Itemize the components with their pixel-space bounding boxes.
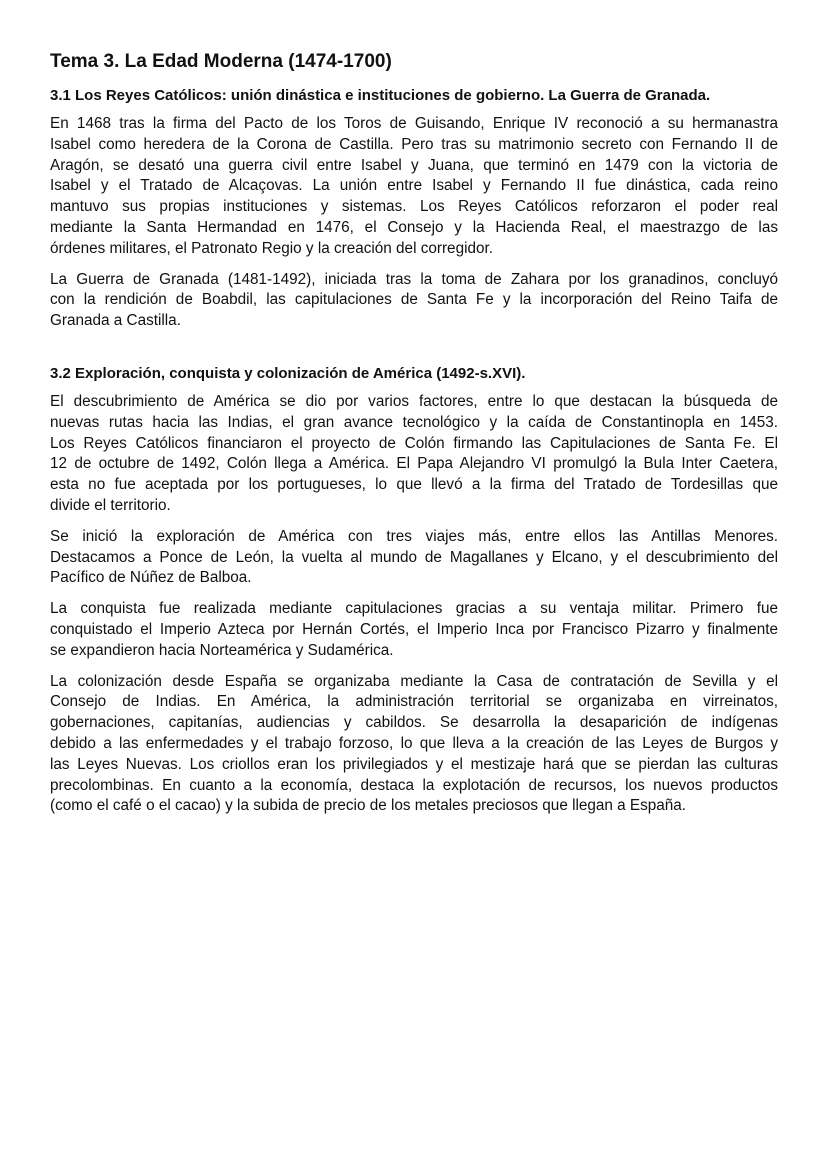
text-line: las Leyes Nuevas. Los criollos eran los privilegiados y el mestizaje hará que se pierdan las culturas — [50, 755, 778, 773]
text-line: La colonización desde España se organizaba mediante la Casa de contratación de Sevilla y el — [50, 672, 778, 690]
text-line: divide el territorio. — [50, 496, 171, 514]
paragraph — [50, 114, 778, 260]
text-line: Consejo de Indias. En América, la administración territorial se organizaba en virreinatos, — [50, 693, 778, 711]
text-line: mediante la Santa Hermandad en 1476, el Consejo y la Hacienda Real, el maestrazgo de las — [50, 218, 778, 236]
text-line: Isabel como heredera de la Corona de Castilla. Pero tras su matrimonio secreto con Fernando II de — [50, 135, 778, 153]
paragraph — [50, 527, 778, 589]
text-line: (como el café o el cacao) y la subida de precio de los metales preciosos que llegan a España. — [50, 797, 687, 815]
text-line: Se inició la exploración de América con tres viajes más, entre ellos las Antillas Menores. — [50, 527, 778, 545]
section-2 — [50, 364, 778, 817]
text-line: En 1468 tras la firma del Pacto de los Toros de Guisando, Enrique IV reconoció a su hermanastra — [50, 115, 778, 132]
text-line: precolombinas. En cuanto a la economía, destaca la explotación de recursos, los nuevos productos — [50, 776, 778, 794]
text-line: Granada a Castilla. — [50, 312, 181, 330]
text-line: conquistado el Imperio Azteca por Hernán Cortés, el Imperio Inca por Francisco Pizarro y finalmente — [50, 620, 778, 638]
text-line: La conquista fue realizada mediante capitulaciones gracias a su ventaja militar. Primero fue — [50, 600, 778, 618]
text-line: Isabel y el Tratado de Alcaçovas. La unión entre Isabel y Fernando II fue dinástica, cada reino — [50, 177, 778, 195]
text-line: mantuvo sus propias instituciones y sistemas. Los Reyes Católicos reforzaron el poder real — [50, 198, 778, 216]
text-line: El descubrimiento de América se dio por varios factores, entre lo que destacan la búsqueda de — [50, 392, 778, 410]
text-line: Pacífico de Núñez de Balboa. — [50, 569, 252, 587]
paragraph — [50, 599, 778, 661]
text-line: nuevas rutas hacia las Indias, el gran avance tecnológico y la caída de Constantinopla en 1453. — [50, 413, 778, 431]
text-line: Aragón, se desató una guerra civil entre Isabel y Juana, que terminó en 1479 con la victoria de — [50, 156, 778, 174]
section-heading: 3.1 Los Reyes Católicos: unión dinástica e instituciones de gobierno. La Guerra de Granada. — [50, 87, 711, 104]
text-line: La Guerra de Granada (1481-1492), iniciada tras la toma de Zahara por los granadinos, concluyó — [50, 270, 778, 288]
document-page — [50, 50, 778, 827]
paragraph — [50, 270, 778, 332]
sections — [50, 86, 778, 817]
text-line: se expandieron hacia Norteamérica y Sudamérica. — [50, 641, 394, 659]
document-title: Tema 3. La Edad Moderna (1474-1700) — [50, 51, 392, 72]
section-1 — [50, 86, 778, 332]
text-line: órdenes militares, el Patronato Regio y la creación del corregidor. — [50, 239, 493, 257]
text-line: gobernaciones, capitanías, audiencias y cabildos. Se desarrolla la desaparición de indígenas — [50, 714, 778, 732]
text-line: esta no fue aceptada por los portugueses, lo que llevó a la firma del Tratado de Tordesillas que — [50, 476, 778, 494]
text-line: con la rendición de Boabdil, las capitulaciones de Santa Fe y la incorporación del Reino Taifa de — [50, 291, 778, 309]
text-line: Destacamos a Ponce de León, la vuelta al mundo de Magallanes y Elcano, y el descubrimiento del — [50, 548, 778, 566]
paragraph — [50, 672, 778, 818]
paragraph — [50, 392, 778, 517]
section-heading: 3.2 Exploración, conquista y colonización de América (1492-s.XVI). — [50, 364, 526, 382]
text-line: 12 de octubre de 1492, Colón llega a América. El Papa Alejandro VI promulgó la Bula Inter Caetera, — [50, 455, 778, 473]
text-line: debido a las enfermedades y el trabajo forzoso, lo que lleva a la creación de las Leyes de Burgos y — [50, 734, 778, 752]
text-line: Los Reyes Católicos financiaron el proyecto de Colón firmando las Capitulaciones de Santa Fe. El — [50, 434, 778, 452]
